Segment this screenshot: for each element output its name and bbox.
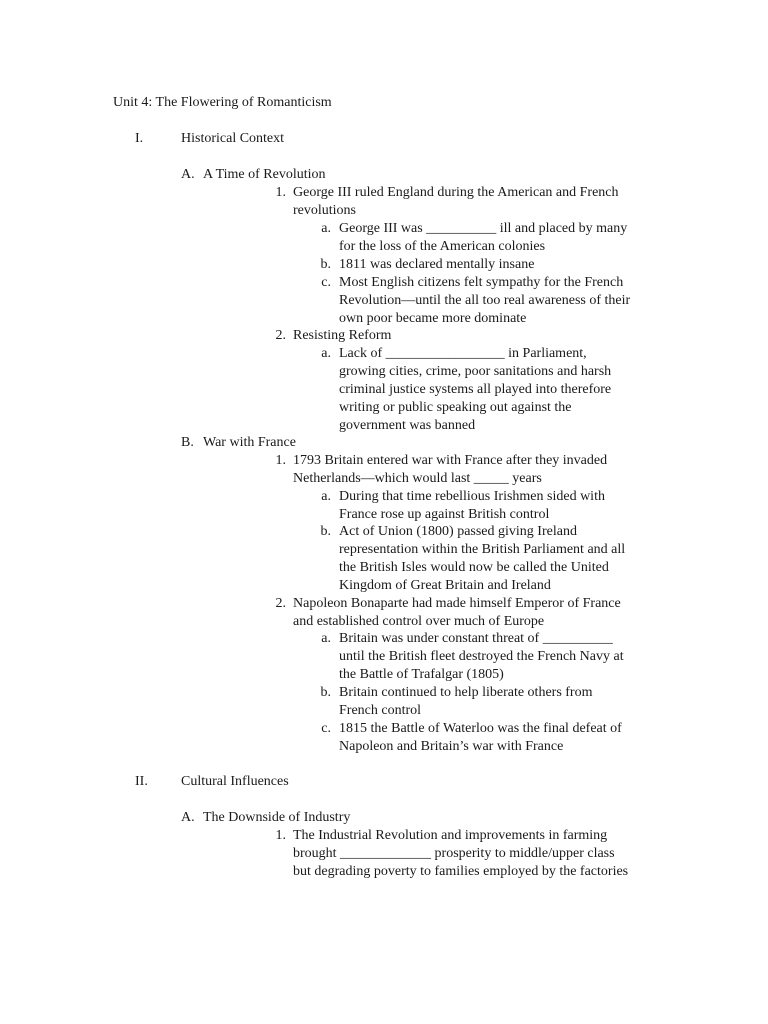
list-item: Napoleon Bonaparte had made himself Emperor of France and established control over much of Europe [293, 596, 621, 629]
subsection-heading: War with France [203, 435, 296, 450]
item-number: 2. [275, 328, 286, 343]
subitem-letter: c. [321, 275, 331, 290]
subsection-heading: A Time of Revolution [203, 167, 326, 182]
list-subitem: Lack of _________________ in Parliament, growing cities, crime, poor sanitations and harsh criminal justice systems all played into therefore writing or public speaking out against the government was banned [339, 346, 612, 433]
subitem-letter: a. [321, 221, 331, 236]
subsection-heading: The Downside of Industry [203, 810, 351, 825]
document-title: Unit 4: The Flowering of Romanticism [113, 95, 332, 110]
subitem-letter: b. [320, 685, 331, 700]
list-item: The Industrial Revolution and improvements in farming brought _____________ prosperity to middle/upper class but degrading poverty to families employed by the factories [293, 828, 629, 879]
subsection-letter: A. [181, 167, 195, 182]
list-subitem: 1815 the Battle of Waterloo was the final defeat of Napoleon and Britain’s war with France [339, 721, 622, 754]
list-subitem: Britain continued to help liberate others from French control [339, 685, 593, 718]
list-item: George III ruled England during the American and French revolutions [293, 185, 619, 218]
subsection-letter: B. [181, 435, 194, 450]
list-subitem: George III was __________ ill and placed by many for the loss of the American colonies [339, 221, 628, 254]
list-subitem: Most English citizens felt sympathy for the French Revolution—until the all too real awareness of their own poor became more dominate [339, 275, 631, 326]
subitem-letter: a. [321, 631, 331, 646]
list-subitem: Act of Union (1800) passed giving Ireland representation within the British Parliament and all the British Isles would now be called the United Kingdom of Great Britain and Ireland [339, 524, 626, 593]
list-subitem: Britain was under constant threat of __________ until the British fleet destroyed the French Navy at the Battle of Trafalgar (1805) [339, 631, 624, 682]
list-subitem: 1811 was declared mentally insane [339, 257, 535, 272]
subitem-letter: b. [320, 524, 331, 539]
item-number: 1. [275, 185, 286, 200]
section-heading: Historical Context [181, 131, 285, 146]
item-number: 2. [275, 596, 286, 611]
subsection-letter: A. [181, 810, 195, 825]
item-number: 1. [275, 453, 286, 468]
item-number: 1. [275, 828, 286, 843]
list-subitem: During that time rebellious Irishmen sided with France rose up against British control [339, 489, 605, 522]
subitem-letter: c. [321, 721, 331, 736]
list-item: Resisting Reform [293, 328, 392, 343]
section-numeral: II. [135, 774, 148, 789]
subitem-letter: b. [320, 257, 331, 272]
subitem-letter: a. [321, 489, 331, 504]
list-item: 1793 Britain entered war with France after they invaded Netherlands—which would last _____ years [293, 453, 608, 486]
section-heading: Cultural Influences [181, 774, 289, 789]
section-numeral: I. [135, 131, 144, 146]
subitem-letter: a. [321, 346, 331, 361]
